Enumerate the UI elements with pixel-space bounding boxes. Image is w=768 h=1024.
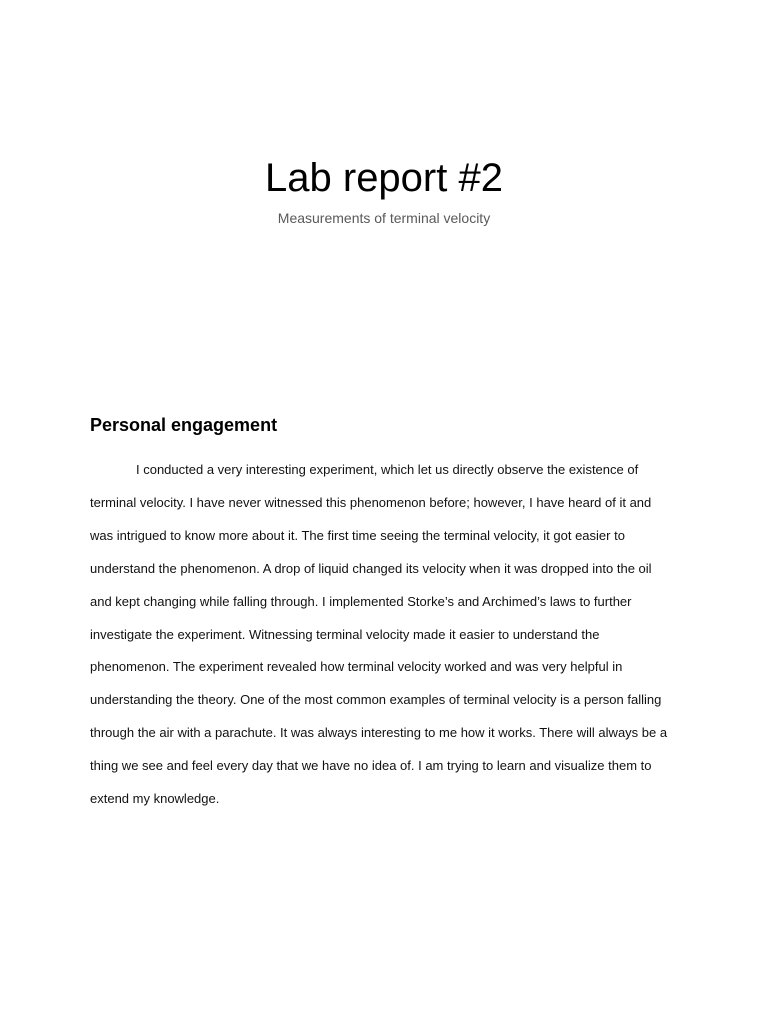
document-subtitle: Measurements of terminal velocity <box>277 210 491 226</box>
section-heading: Personal engagement <box>90 415 278 435</box>
section-paragraph: I conducted a very interesting experiment, which let us directly observe the existence of terminal velocity. I have never witnessed this phenomenon before; however, I have heard of it and was intrigued to know more about it. The first time seeing the terminal velocity, it got easier to understand the phenomenon. A drop of liquid changed its velocity when it was dropped into the oil and kept changing while falling through. I implemented Storke’s and Archimed’s laws to further investigate the experiment. Witnessing terminal velocity made it easier to understand the phenomenon. The experiment revealed how terminal velocity worked and was very helpful in understanding the theory. One of the most common examples of terminal velocity is a person falling through the air with a parachute. It was always interesting to me how it works. There will always be a thing we see and feel every day that we have no idea of. I am trying to learn and visualize them to extend my knowledge. <box>90 462 668 807</box>
document-title: Lab report #2 <box>265 156 503 200</box>
